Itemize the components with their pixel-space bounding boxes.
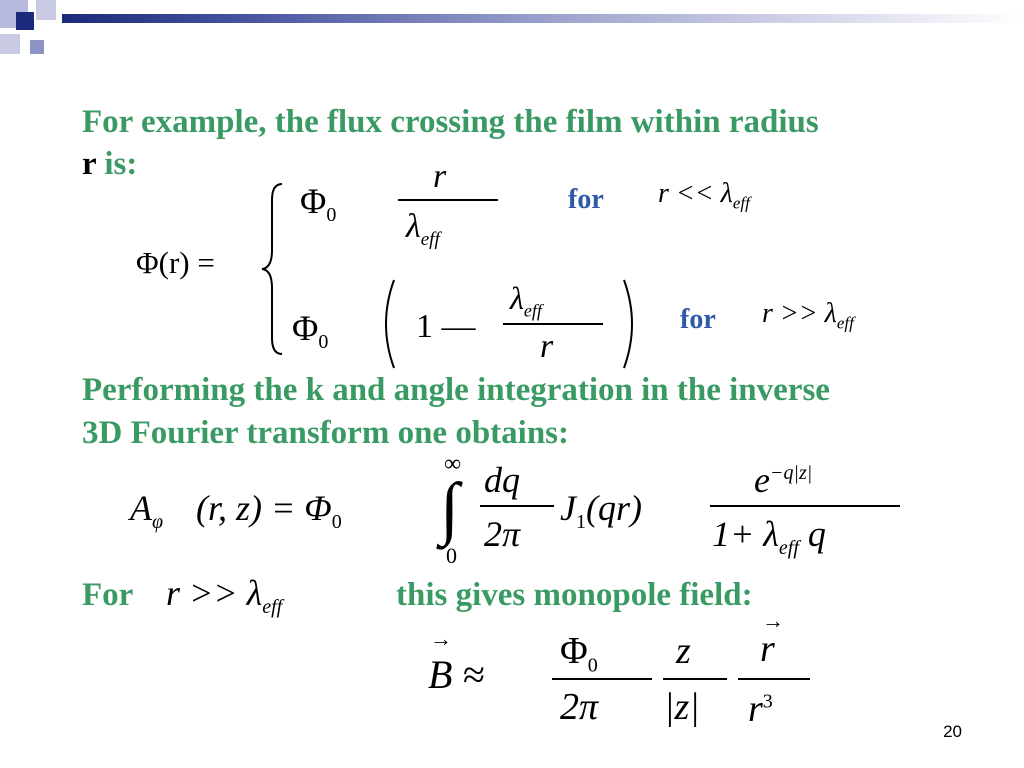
two-pi-denominator: 2π xyxy=(484,514,521,554)
for-prefix: For xyxy=(82,577,134,613)
dq-numerator: dq xyxy=(484,460,520,500)
intro-r: r xyxy=(82,146,97,182)
intro-line-1: For example, the flux crossing the film within radius xyxy=(82,104,819,140)
r-cubed-denominator: $r^3$ xyxy=(748,688,773,730)
bessel-j1: $J_1(qr)$ xyxy=(560,488,642,534)
phi-of-r: Φ(r) = xyxy=(136,245,215,280)
header-bar xyxy=(62,14,1024,23)
r-gg-lambda-eff: $r >> \lambda_{eff}$ xyxy=(166,573,283,619)
corner-decoration xyxy=(0,0,1024,70)
slide-number: 20 xyxy=(943,722,962,741)
z-numerator: z xyxy=(676,630,691,672)
integral-sign: ∫ xyxy=(440,470,460,547)
exp-denominator: $1+ \lambda_{eff}$ q xyxy=(712,514,826,560)
b-approx: B ≈ xyxy=(428,652,485,697)
case1-fraction-line xyxy=(398,199,498,201)
performing-line-1: Performing the k and angle integration in the inverse xyxy=(82,372,830,408)
case2-condition: $r >> \lambda_{eff}$ xyxy=(762,298,854,333)
b-vector-arrow: → xyxy=(430,626,452,651)
case1-phi0: $\Phi_0$ xyxy=(300,181,337,227)
r-vector-numerator: r xyxy=(760,628,775,670)
monopole-text: this gives monopole field: xyxy=(396,577,753,613)
case2-denominator-r: r xyxy=(540,328,554,365)
case1-condition: $r << \lambda_{eff}$ xyxy=(658,178,750,213)
a-phi: $A_\varphi$ xyxy=(130,488,164,534)
dq-fraction-line xyxy=(480,505,554,507)
performing-line-2: 3D Fourier transform one obtains: xyxy=(82,415,570,451)
r-fraction-line xyxy=(738,678,810,680)
two-pi-denominator-b: 2π xyxy=(560,686,599,728)
exp-numerator: $e^{-q|z|}$ xyxy=(754,460,813,500)
left-brace xyxy=(258,180,288,358)
case2-numerator-lambda: $\lambda_{eff}$ xyxy=(510,280,542,321)
integral-lower-limit: 0 xyxy=(446,543,457,568)
r-vector-arrow: → xyxy=(762,608,784,633)
phi0-numerator: $\Phi_0$ xyxy=(560,630,598,677)
z-fraction-line xyxy=(663,678,727,680)
case2-phi0: $\Phi_0$ xyxy=(292,308,329,354)
case1-numerator-r: r xyxy=(433,158,447,195)
abs-z-denominator: |z| xyxy=(664,686,700,728)
integral-upper-limit: ∞ xyxy=(444,451,462,477)
exp-fraction-line xyxy=(710,505,900,507)
for-label-2: for xyxy=(680,304,716,335)
case2-one-minus: 1 — xyxy=(416,308,476,345)
for-label-1: for xyxy=(568,184,604,215)
phi0-fraction-line xyxy=(552,678,652,680)
case2-fraction-line xyxy=(503,323,603,325)
intro-is: is: xyxy=(96,146,138,182)
a-phi-args: (r, $z) = \Phi_0$ xyxy=(196,488,342,534)
case1-denominator-lambda: $\lambda_{eff}$ xyxy=(406,208,440,250)
intro-line-2 xyxy=(82,145,137,183)
